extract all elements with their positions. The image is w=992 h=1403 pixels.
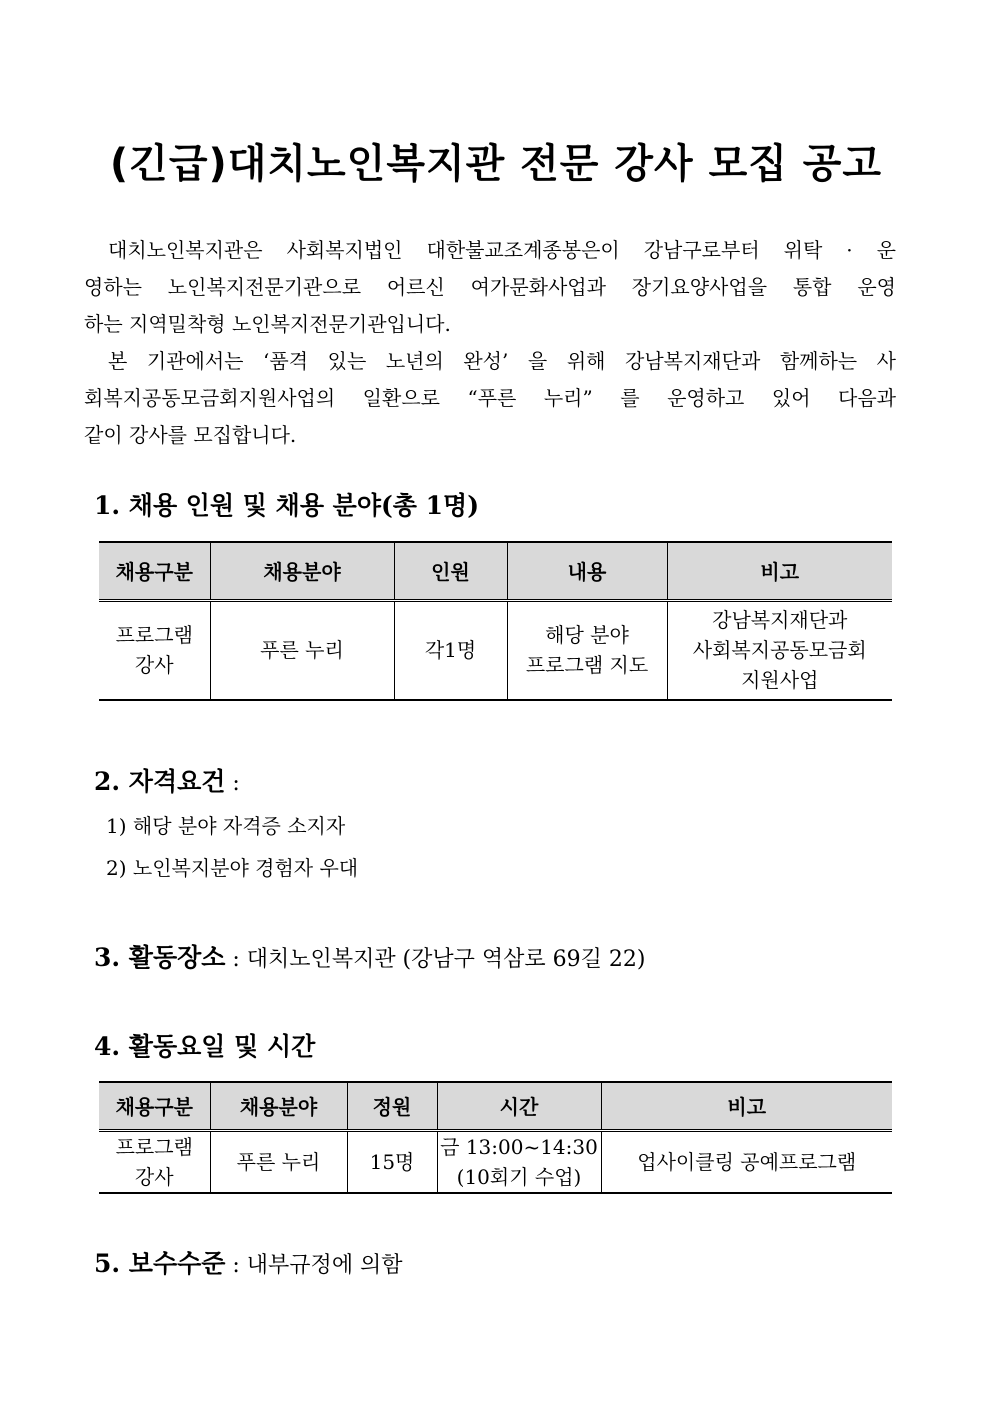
table-header-row [99,1082,892,1130]
cell-line: 프로그램 [115,623,193,648]
intro-line: 회복지공동모금회지원사업의 일환으로 “푸른 누리” 를 운영하고 있어 다음과 [84,386,896,410]
cell-line: 강사 [134,1164,174,1189]
column-header: 비고 [667,542,892,600]
field-cell: 푸른 누리 [210,1130,347,1193]
intro-line: 하는 지역밀착형 노인복지전문기관입니다. [84,312,451,336]
content-cell [507,600,667,700]
section-4-heading: 4. 활동요일 및 시간 [94,1032,316,1061]
cell-line: 금 13:00~14:30 [440,1134,598,1159]
capacity-cell: 15명 [347,1130,437,1193]
table-row [99,1130,892,1193]
cell-line: 프로그램 [115,1134,193,1159]
note-cell: 업사이클링 공예프로그램 [601,1130,892,1193]
section-2-title: 2. 자격요건 [94,767,226,796]
list-item: 1) 해당 분야 자격증 소지자 [106,814,346,838]
cell-line: 해당 분야 [545,623,629,648]
table-header-row [99,542,892,600]
list-item: 2) 노인복지분야 경험자 우대 [106,856,359,880]
section-2-heading [94,762,240,798]
column-header: 정원 [347,1082,437,1130]
section-5-heading [94,1244,403,1280]
table-row [99,600,892,700]
cell-line: 강사 [134,653,174,678]
schedule-table [99,1081,892,1194]
section-3-title: 3. 활동장소 [94,943,226,972]
section-3-heading [94,938,645,974]
division-cell [99,1130,210,1193]
section-1-heading: 1. 채용 인원 및 채용 분야(총 1명) [94,491,480,520]
intro-line: 영하는 노인복지전문기관으로 어르신 여가문화사업과 장기요양사업을 통합 운영 [84,275,896,299]
count-cell: 각1명 [394,600,507,700]
field-cell: 푸른 누리 [210,600,394,700]
intro-line: 대치노인복지관은 사회복지법인 대한불교조계종봉은이 강남구로부터 위탁 · 운 [108,238,896,262]
division-cell [99,600,210,700]
column-header: 비고 [601,1082,892,1130]
compensation-level: : 내부규정에 의함 [225,1253,403,1278]
page-title: (긴급)대치노인복지관 전문 강사 모집 공고 [109,141,883,187]
cell-line: 프로그램 지도 [525,653,649,678]
column-header: 채용분야 [210,542,394,600]
time-cell [437,1130,601,1193]
intro-line: 본 기관에서는 ‘품격 있는 노년의 완성’ 을 위해 강남복지재단과 함께하는 사 [108,349,896,373]
cell-line: (10회기 수업) [456,1164,582,1189]
recruitment-table [99,541,892,701]
column-header: 인원 [394,542,507,600]
note-cell [667,600,892,700]
activity-location: : 대치노인복지관 (강남구 역삼로 69길 22) [225,947,646,972]
column-header: 내용 [507,542,667,600]
intro-paragraph-2 [84,343,896,454]
cell-line: 지원사업 [741,668,819,693]
cell-line: 강남복지재단과 [712,608,848,633]
column-header: 채용분야 [210,1082,347,1130]
column-header: 시간 [437,1082,601,1130]
section-2-colon: : [225,771,240,796]
intro-text [84,232,896,454]
intro-paragraph-1 [84,232,896,343]
cell-line: 사회복지공동모금회 [692,638,867,663]
column-header: 채용구분 [99,542,210,600]
section-5-title: 5. 보수수준 [94,1249,226,1278]
column-header: 채용구분 [99,1082,210,1130]
qualification-list [106,805,358,889]
intro-line: 같이 강사를 모집합니다. [84,423,297,447]
